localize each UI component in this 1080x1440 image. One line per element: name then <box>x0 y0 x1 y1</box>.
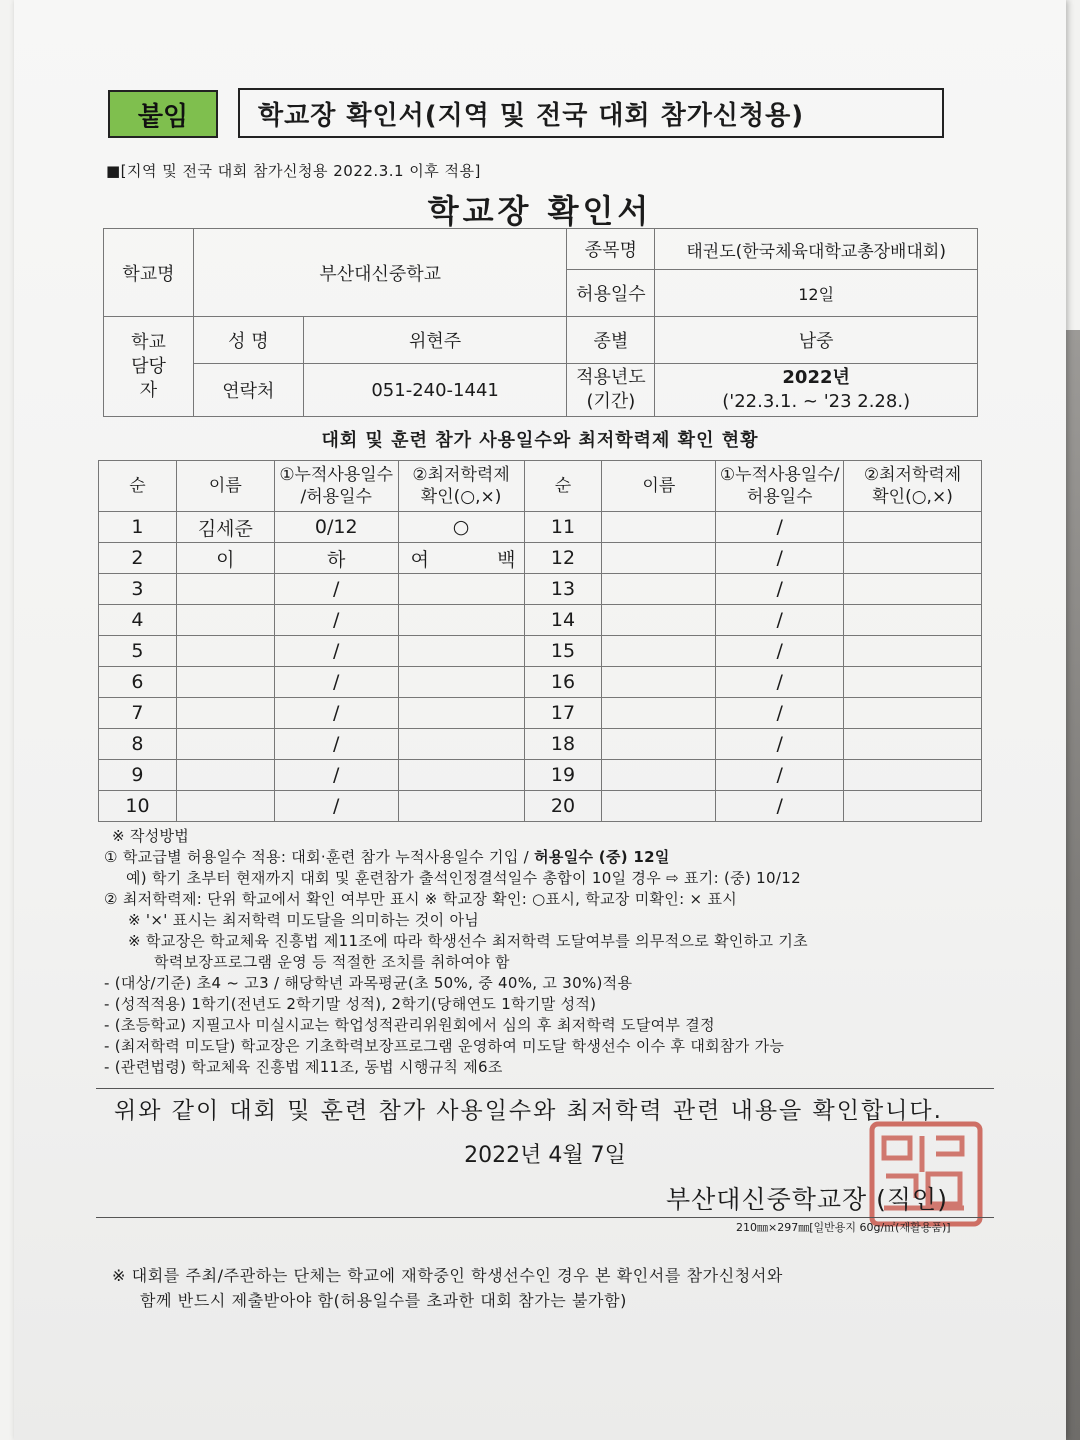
row-days: / <box>274 760 398 791</box>
row-check-right <box>844 543 982 574</box>
row-check-value: 여 <box>410 548 429 571</box>
year-label-sub: (기간) <box>586 391 636 412</box>
school-label: 학교명 <box>104 229 194 317</box>
row-seq: 5 <box>99 636 177 667</box>
col-days-line1: ①누적사용일수 <box>279 465 394 485</box>
divider-top <box>96 1088 994 1089</box>
year-label <box>567 364 655 417</box>
row-seq-right: 11 <box>524 512 602 543</box>
row-seq: 9 <box>99 760 177 791</box>
year-label-main: 적용년도 <box>576 367 646 388</box>
row-check-right <box>844 512 982 543</box>
year-value <box>655 364 978 417</box>
row-days-right: / <box>716 729 844 760</box>
document-title: 학교장 확인서 <box>427 192 653 230</box>
detail-4: - (최저학력 미도달) 학교장은 기초학력보장프로그램 운영하여 미도달 학생선수 이수 후 대회참가 가능 <box>104 1037 785 1055</box>
row-seq: 7 <box>99 698 177 729</box>
detail-1: - (대상/기준) 초4 ~ 고3 / 해당학년 과목평균(초 50%, 중 40%, 고 30%)적용 <box>104 974 633 992</box>
table-row <box>99 667 982 698</box>
col-days-right <box>716 461 844 512</box>
footer-notice <box>112 1263 783 1313</box>
row-check <box>398 791 524 822</box>
note-1-text: ① 학교급별 허용일수 적용: 대회·훈련 참가 누적사용일수 기입 / <box>104 848 535 866</box>
row-days-right: / <box>716 791 844 822</box>
row-name-right <box>602 667 716 698</box>
row-seq-right: 12 <box>524 543 602 574</box>
table-row <box>99 729 982 760</box>
row-days: 0/12 <box>274 512 398 543</box>
row-days-right: / <box>716 574 844 605</box>
table-row <box>99 543 982 574</box>
staff-label-text: 학교 담당자 <box>131 331 166 401</box>
col-days <box>274 461 398 512</box>
row-days: / <box>274 636 398 667</box>
detail-3: - (초등학교) 지필고사 미실시교는 학업성적관리위원회에서 심의 후 최저학력 도달여부 결정 <box>104 1016 715 1034</box>
row-check <box>398 543 524 574</box>
row-name: 김세준 <box>176 512 274 543</box>
note-1 <box>104 847 1004 868</box>
contact-label: 연락처 <box>193 364 303 417</box>
col-seq-right: 순 <box>524 461 602 512</box>
table-row <box>99 760 982 791</box>
info-table <box>103 228 978 417</box>
row-check-right <box>844 791 982 822</box>
table-row <box>99 698 982 729</box>
row-days-right: / <box>716 605 844 636</box>
category-label: 종별 <box>567 317 655 364</box>
row-check-right <box>844 760 982 791</box>
row-check-right <box>844 636 982 667</box>
principal-signature: 부산대신중학교장 (직인) <box>666 1185 948 1214</box>
confirmation-statement: 위와 같이 대회 및 훈련 참가 사용일수와 최저학력 관련 내용을 확인합니다. <box>114 1098 943 1124</box>
note-1-example: 예) 학기 초부터 현재까지 대회 및 훈련참가 출석인정결석일수 총합이 10일 경우 ⇨ 표기: (중) 10/12 <box>126 869 801 887</box>
col-check <box>398 461 524 512</box>
name-value: 위현주 <box>303 317 567 364</box>
row-name <box>176 791 274 822</box>
col-days-right-line2: 허용일수 <box>746 487 813 507</box>
col-name-right: 이름 <box>602 461 716 512</box>
note-2-sub1: ※ '×' 표시는 최저학력 미도달을 의미하는 것이 아님 <box>128 911 480 929</box>
table-row <box>99 636 982 667</box>
school-value: 부산대신중학교 <box>193 229 567 317</box>
row-seq: 6 <box>99 667 177 698</box>
row-check <box>398 760 524 791</box>
row-check-right <box>844 667 982 698</box>
row-seq-right: 15 <box>524 636 602 667</box>
allowed-days-label: 허용일수 <box>567 270 655 317</box>
row-name-right <box>602 636 716 667</box>
row-seq-right: 18 <box>524 729 602 760</box>
col-seq: 순 <box>99 461 177 512</box>
table-row <box>99 791 982 822</box>
row-name-right <box>602 698 716 729</box>
row-days: / <box>274 791 398 822</box>
col-days-right-line1: ①누적사용일수/ <box>719 465 840 485</box>
row-seq: 4 <box>99 605 177 636</box>
row-seq-right: 16 <box>524 667 602 698</box>
row-days: 하 <box>274 543 398 574</box>
row-seq: 1 <box>99 512 177 543</box>
issue-date: 2022년 4월 7일 <box>464 1143 626 1168</box>
col-check-right-line2: 확인(○,×) <box>872 487 953 507</box>
usage-section-title: 대회 및 훈련 참가 사용일수와 최저학력제 확인 현황 <box>321 430 759 451</box>
applicability-note: ■[지역 및 전국 대회 참가신청용 2022.3.1 이후 적용] <box>106 162 481 180</box>
row-seq-right: 20 <box>524 791 602 822</box>
header-title-box: 학교장 확인서(지역 및 전국 대회 참가신청용) <box>238 88 944 138</box>
row-days: / <box>274 667 398 698</box>
detail-5: - (관련법령) 학교체육 진흥법 제11조, 동법 시행규칙 제6조 <box>104 1058 503 1076</box>
row-seq: 8 <box>99 729 177 760</box>
col-days-line2: /허용일수 <box>300 487 372 507</box>
footer-line-2: 함께 반드시 제출받아야 함(허용일수를 초과한 대회 참가는 불가함) <box>140 1291 627 1310</box>
row-days-right: / <box>716 512 844 543</box>
row-check <box>398 636 524 667</box>
attachment-tag: 붙임 <box>108 90 218 138</box>
row-days: / <box>274 698 398 729</box>
row-name <box>176 636 274 667</box>
allowed-days-value: 12일 <box>655 270 978 317</box>
row-days: / <box>274 605 398 636</box>
staff-label <box>104 317 194 417</box>
row-check <box>398 698 524 729</box>
row-name-right <box>602 512 716 543</box>
row-name <box>176 667 274 698</box>
note-1-bold: 허용일수 (중) 12일 <box>534 848 670 866</box>
row-name-right <box>602 791 716 822</box>
contact-value: 051-240-1441 <box>303 364 567 417</box>
event-label: 종목명 <box>567 229 655 270</box>
category-value: 남중 <box>655 317 978 364</box>
note-2: ② 최저학력제: 단위 학교에서 확인 여부만 표시 ※ 학교장 확인: ○표시, 학교장 미확인: × 표시 <box>104 890 738 908</box>
row-seq-right: 17 <box>524 698 602 729</box>
row-name-right <box>602 605 716 636</box>
row-days-right: / <box>716 636 844 667</box>
col-check-line1: ②최저학력제 <box>412 465 510 485</box>
row-seq: 10 <box>99 791 177 822</box>
row-name <box>176 574 274 605</box>
col-name: 이름 <box>176 461 274 512</box>
row-days-right: / <box>716 760 844 791</box>
note-2-sub2: ※ 학교장은 학교체육 진흥법 제11조에 따라 학생선수 최저학력 도달여부를 의무적으로 확인하고 기초 <box>128 932 808 950</box>
row-name: 이 <box>176 543 274 574</box>
row-name <box>176 760 274 791</box>
detail-2: - (성적적용) 1학기(전년도 2학기말 성적), 2학기(당해연도 1학기말 성적) <box>104 995 597 1013</box>
row-days-right: / <box>716 698 844 729</box>
footer-line-1: ※ 대회를 주최/주관하는 단체는 학교에 재학중인 학생선수인 경우 본 확인서를 참가신청서와 <box>112 1266 783 1285</box>
name-label: 성 명 <box>193 317 303 364</box>
row-check-extra: 백 <box>497 548 516 571</box>
row-days-right: / <box>716 543 844 574</box>
row-days: / <box>274 729 398 760</box>
row-name <box>176 729 274 760</box>
writing-instructions <box>104 826 1004 1078</box>
row-seq-right: 14 <box>524 605 602 636</box>
row-check <box>398 605 524 636</box>
row-name <box>176 698 274 729</box>
row-check-right <box>844 729 982 760</box>
notes-heading: ※ 작성방법 <box>112 827 190 845</box>
table-row <box>99 574 982 605</box>
row-check <box>398 667 524 698</box>
row-check: ○ <box>398 512 524 543</box>
event-value: 태권도(한국체육대학교총장배대회) <box>655 229 978 270</box>
row-check <box>398 574 524 605</box>
row-seq: 3 <box>99 574 177 605</box>
row-name-right <box>602 543 716 574</box>
row-seq: 2 <box>99 543 177 574</box>
row-name <box>176 605 274 636</box>
paper-spec: 210㎜×297㎜[일반용지 60g/㎡(재활용품)] <box>736 1221 951 1234</box>
col-check-line2: 확인(○,×) <box>420 487 502 507</box>
col-check-right <box>844 461 982 512</box>
table-row <box>99 512 982 543</box>
table-row <box>99 605 982 636</box>
row-seq-right: 13 <box>524 574 602 605</box>
col-check-right-line1: ②최저학력제 <box>863 465 962 485</box>
usage-header-row <box>99 461 982 512</box>
year-period: ('22.3.1. ~ '23 2.28.) <box>722 391 911 412</box>
row-seq-right: 19 <box>524 760 602 791</box>
row-check-right <box>844 698 982 729</box>
row-days: / <box>274 574 398 605</box>
row-check-right <box>844 605 982 636</box>
row-name-right <box>602 729 716 760</box>
row-name-right <box>602 760 716 791</box>
row-name-right <box>602 574 716 605</box>
row-check <box>398 729 524 760</box>
usage-table <box>98 460 982 822</box>
note-2-sub2b: 학력보장프로그램 운영 등 적절한 조치를 취하여야 함 <box>154 953 510 971</box>
divider-bottom <box>96 1217 994 1218</box>
row-check-right <box>844 574 982 605</box>
year-value-main: 2022년 <box>782 367 850 388</box>
row-days-right: / <box>716 667 844 698</box>
